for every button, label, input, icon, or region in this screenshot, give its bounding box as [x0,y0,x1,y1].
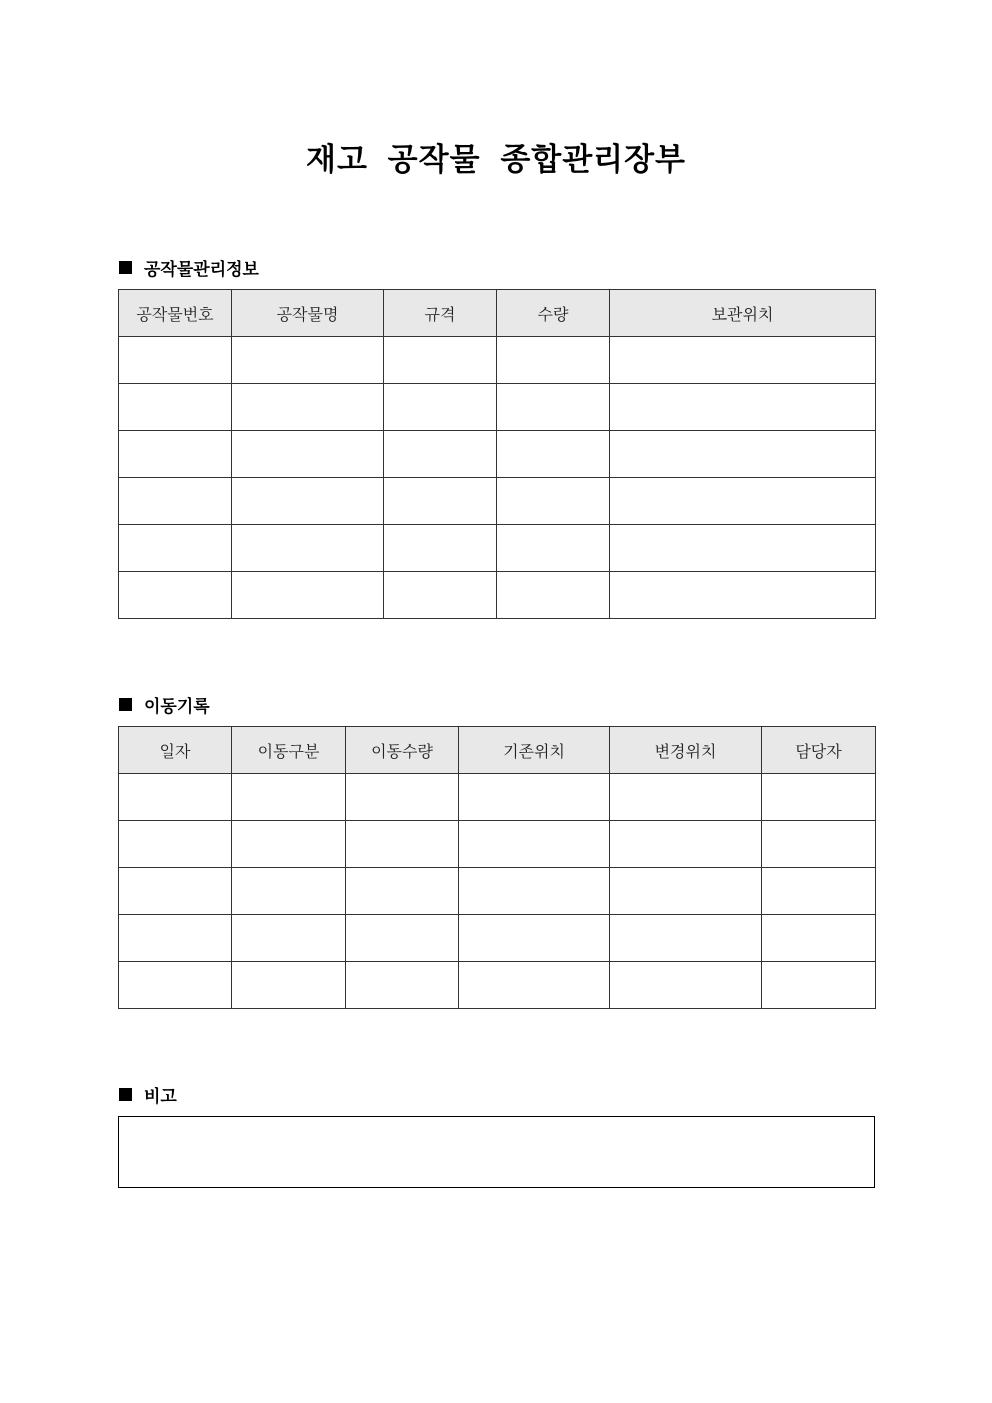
table-cell[interactable] [497,337,610,384]
table-row [119,431,876,478]
table-cell[interactable] [232,915,346,962]
column-header-workpiece-number: 공작물번호 [119,290,232,337]
table-cell[interactable] [119,962,232,1009]
table-cell[interactable] [497,431,610,478]
table-cell[interactable] [232,478,384,525]
table-cell[interactable] [459,821,610,868]
table-row [119,821,876,868]
table-row [119,915,876,962]
table-header-row [119,727,876,774]
table-cell[interactable] [384,525,497,572]
square-bullet-icon [119,698,132,711]
square-bullet-icon [119,261,132,274]
workpiece-info-table [118,289,876,619]
table-cell[interactable] [232,384,384,431]
table-cell[interactable] [384,337,497,384]
table-cell[interactable] [119,774,232,821]
document-title: 재고 공작물 종합관리장부 [306,142,686,178]
table-row [119,337,876,384]
table-cell[interactable] [119,868,232,915]
column-header-spec: 규격 [384,290,497,337]
table-cell[interactable] [610,915,762,962]
table-cell[interactable] [610,478,876,525]
section-heading-label: 이동기록 [144,697,210,717]
table-cell[interactable] [610,962,762,1009]
table-cell[interactable] [119,915,232,962]
table-cell[interactable] [459,962,610,1009]
table-cell[interactable] [119,431,232,478]
table-cell[interactable] [232,868,346,915]
table-cell[interactable] [346,962,459,1009]
table-cell[interactable] [762,962,876,1009]
remarks-field[interactable] [118,1116,875,1188]
column-header-storage-location: 보관위치 [610,290,876,337]
table-cell[interactable] [459,868,610,915]
square-bullet-icon [119,1088,132,1101]
table-cell[interactable] [232,337,384,384]
table-cell[interactable] [346,821,459,868]
movement-record-table [118,726,876,1009]
table-row [119,572,876,619]
table-cell[interactable] [119,525,232,572]
table-cell[interactable] [610,572,876,619]
table-cell[interactable] [384,478,497,525]
table-cell[interactable] [119,384,232,431]
table-header-row [119,290,876,337]
table-cell[interactable] [384,384,497,431]
column-header-movement-type: 이동구분 [232,727,346,774]
table-cell[interactable] [610,337,876,384]
table-cell[interactable] [119,821,232,868]
table-cell[interactable] [497,478,610,525]
table-cell[interactable] [232,572,384,619]
column-header-quantity: 수량 [497,290,610,337]
table-cell[interactable] [459,774,610,821]
table-cell[interactable] [384,572,497,619]
table-row [119,774,876,821]
table-cell[interactable] [119,337,232,384]
table-cell[interactable] [610,821,762,868]
table-row [119,384,876,431]
table-cell[interactable] [497,384,610,431]
column-header-new-location: 변경위치 [610,727,762,774]
column-header-movement-quantity: 이동수량 [346,727,459,774]
table-cell[interactable] [232,962,346,1009]
table-cell[interactable] [762,821,876,868]
table-cell[interactable] [610,384,876,431]
column-header-date: 일자 [119,727,232,774]
table-row [119,525,876,572]
table-cell[interactable] [232,525,384,572]
section-heading-label: 공작물관리정보 [144,260,259,280]
table-cell[interactable] [497,525,610,572]
table-cell[interactable] [232,821,346,868]
table-row [119,962,876,1009]
table-cell[interactable] [346,915,459,962]
section-heading-remarks [119,1082,177,1107]
table-cell[interactable] [762,915,876,962]
table-cell[interactable] [232,774,346,821]
table-cell[interactable] [762,774,876,821]
table-cell[interactable] [232,431,384,478]
section-heading-info [119,255,259,280]
table-cell[interactable] [346,774,459,821]
table-cell[interactable] [497,572,610,619]
section-heading-label: 비고 [144,1087,177,1107]
table-cell[interactable] [762,868,876,915]
column-header-previous-location: 기존위치 [459,727,610,774]
table-cell[interactable] [119,572,232,619]
table-cell[interactable] [384,431,497,478]
table-row [119,868,876,915]
section-heading-movement [119,692,210,717]
table-cell[interactable] [610,525,876,572]
table-cell[interactable] [610,868,762,915]
column-header-person-in-charge: 담당자 [762,727,876,774]
column-header-workpiece-name: 공작물명 [232,290,384,337]
table-cell[interactable] [119,478,232,525]
table-row [119,478,876,525]
table-cell[interactable] [459,915,610,962]
table-cell[interactable] [610,431,876,478]
table-cell[interactable] [610,774,762,821]
table-cell[interactable] [346,868,459,915]
